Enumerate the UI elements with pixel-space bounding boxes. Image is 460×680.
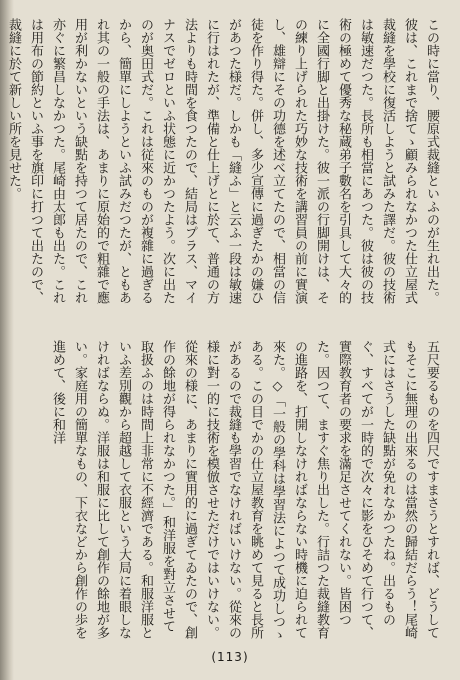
upper-paragraph: この時に當り、腰原式裁縫といふのが生れ出た。彼は、これまで捨てゝ顧みられなかつた仕立屋式裁縫を學校に復活しようと試みた譯だ。彼の技術は敏速だつた。長所も相當にあつた。彼は彼の技術の極めて優秀な秘蔵弟子數名を引具して大々的に全國行脚と出掛けた。彼一派の行脚開けは、その練り上げられた巧妙な技術を講習員の前に實演し、雄辯にその功德を述べ立てたので、相當の信徒を作り得た。併し、多少宣傳に過ぎたかの嫌ひがあつた様だ。しかも「縫ふ」と云ふ一段は敏速に行はれたが、準備と仕上げとに於て、普通の方法よりも時間を食つたので、結局はプラス、マイナスでゼロといふ状態に近かつたよう。次に出たのが奥田式だ。これは従來のものが複雜に過ぎるから、簡單にしようといふ試みだつたが、ともあれ其の一般の手法は、あまりに原始的で粗雜で應用が利かないという缺點を持つて居たので、これ亦ぐに繁昌しなかつた。尾崎由太郎も出た。これは用布の節約といふ事を旗印に打つて出たので、裁縫に於て新しい所を見せた。 bbox=[6, 18, 439, 304]
lower-text-block bbox=[22, 340, 442, 642]
page-number: (113) bbox=[211, 650, 249, 664]
upper-text-block bbox=[6, 18, 442, 316]
lower-paragraph: 五尺要るものを四尺ですまさうとすれば、どうしてもそこに無理の出來るのは當然の歸結だらう！尾崎式にはさうした缺點が免れなかつたね。出るものぐ、すべてが一時的で次々に影をひそめて行つて、實際教育者の要求を滿足させてくれない。皆困つた。因つて、ますぐ焦り出した。行詰つた裁縫教育の進路を、打開しなければならない時機に迫られて來た。◇「一般の學科は學習法によつて成功しつゝある。この目でかの仕立屋教育を眺めて見ると長所があるので裁縫も學習でなければいけない。從來の様に對一的に技術を模倣させただけではいけない。從來の様に、あまりに實用的に過ぎてゐたので、創作の餘地が得られなかつた。」和洋服を對立させて取扱ふのは時間上非常に不經濟である。和服洋服といふ差別觀から超越して衣服という大局に着眼しなければならぬ。洋服は和服に比して創作の餘地が多い。家庭用の簡單なもの、下衣などから創作の歩を進めて、後に和洋 bbox=[50, 340, 439, 641]
